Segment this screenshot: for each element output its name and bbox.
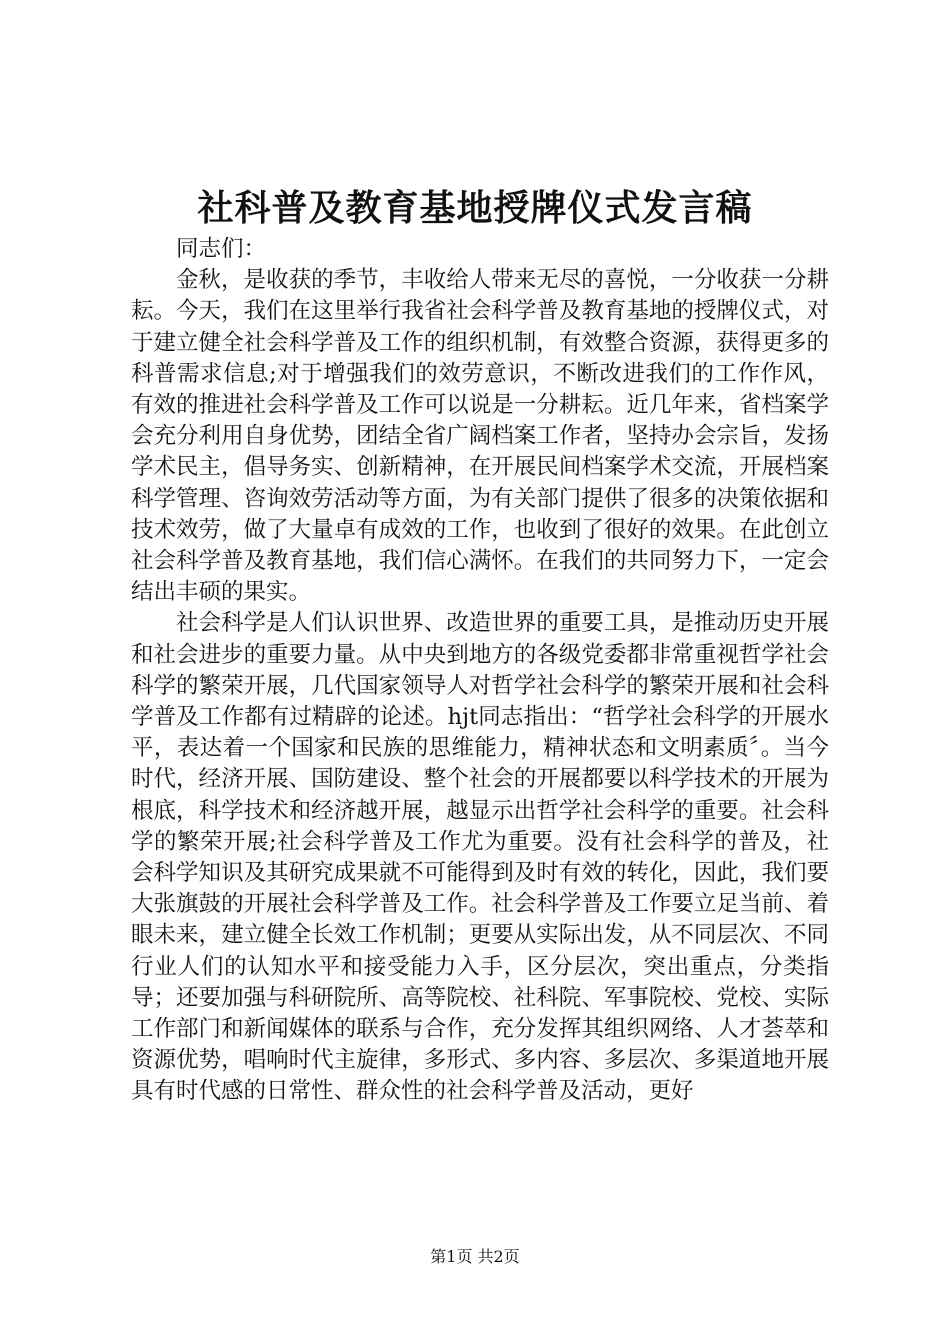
paragraph-1: 金秋，是收获的季节，丰收给人带来无尽的喜悦，一分收获一分耕耘。今天，我们在这里举行我省社会科学普及教育基地的授牌仪式，对于建立健全社会科学普及工作的组织机制，有效整合资源，获得更多的科普需求信息;对于增强我们的效劳意识，不断改进我们的工作作风，有效的推进社会科学普及工作可以说是一分耕耘。近几年来，省档案学会充分利用自身优势，团结全省广阔档案工作者，坚持办会宗旨，发扬学术民主，倡导务实、创新精神，在开展民间档案学术交流，开展档案科学管理、咨询效劳活动等方面，为有关部门提供了很多的决策依据和技术效劳，做了大量卓有成效的工作，也收到了很好的效果。在此创立社会科学普及教育基地，我们信心满怀。在我们的共同努力下，一定会结出丰硕的果实。 bbox=[131, 267, 829, 606]
salutation: 同志们： bbox=[176, 236, 267, 262]
paragraph-2: 社会科学是人们认识世界、改造世界的重要工具，是推动历史开展和社会进步的重要力量。从中央到地方的各级党委都非常重视哲学社会科学的繁荣开展，几代国家领导人对哲学社会科学的繁荣开展和社会科学普及工作都有过精辟的论述。hjt同志指出：“哲学社会科学的开展水平，表达着一个国家和民族的思维能力，精神状态和文明素质〞。当今时代，经济开展、国防建设、整个社会的开展都要以科学技术的开展为根底，科学技术和经济越开展，越显示出哲学社会科学的重要。社会科学的繁荣开展;社会科学普及工作尤为重要。没有社会科学的普及，社会科学知识及其研究成果就不可能得到及时有效的转化，因此，我们要大张旗鼓的开展社会科学普及工作。社会科学普及工作要立足当前、着眼未来，建立健全长效工作机制；更要从实际出发，从不同层次、不同行业人们的认知水平和接受能力入手，区分层次，突出重点，分类指导；还要加强与科研院所、高等院校、社科院、军事院校、党校、实际工作部门和新闻媒体的联系与合作，充分发挥其组织网络、人才荟萃和资源优势，唱响时代主旋律，多形式、多内容、多层次、多渠道地开展具有时代感的日常性、群众性的社会科学普及活动，更好 bbox=[131, 610, 829, 1105]
page-footer: 第1页 共2页 bbox=[430, 1247, 520, 1266]
document-title: 社科普及教育基地授牌仪式发言稿 bbox=[197, 187, 753, 229]
document-body bbox=[131, 234, 829, 1108]
